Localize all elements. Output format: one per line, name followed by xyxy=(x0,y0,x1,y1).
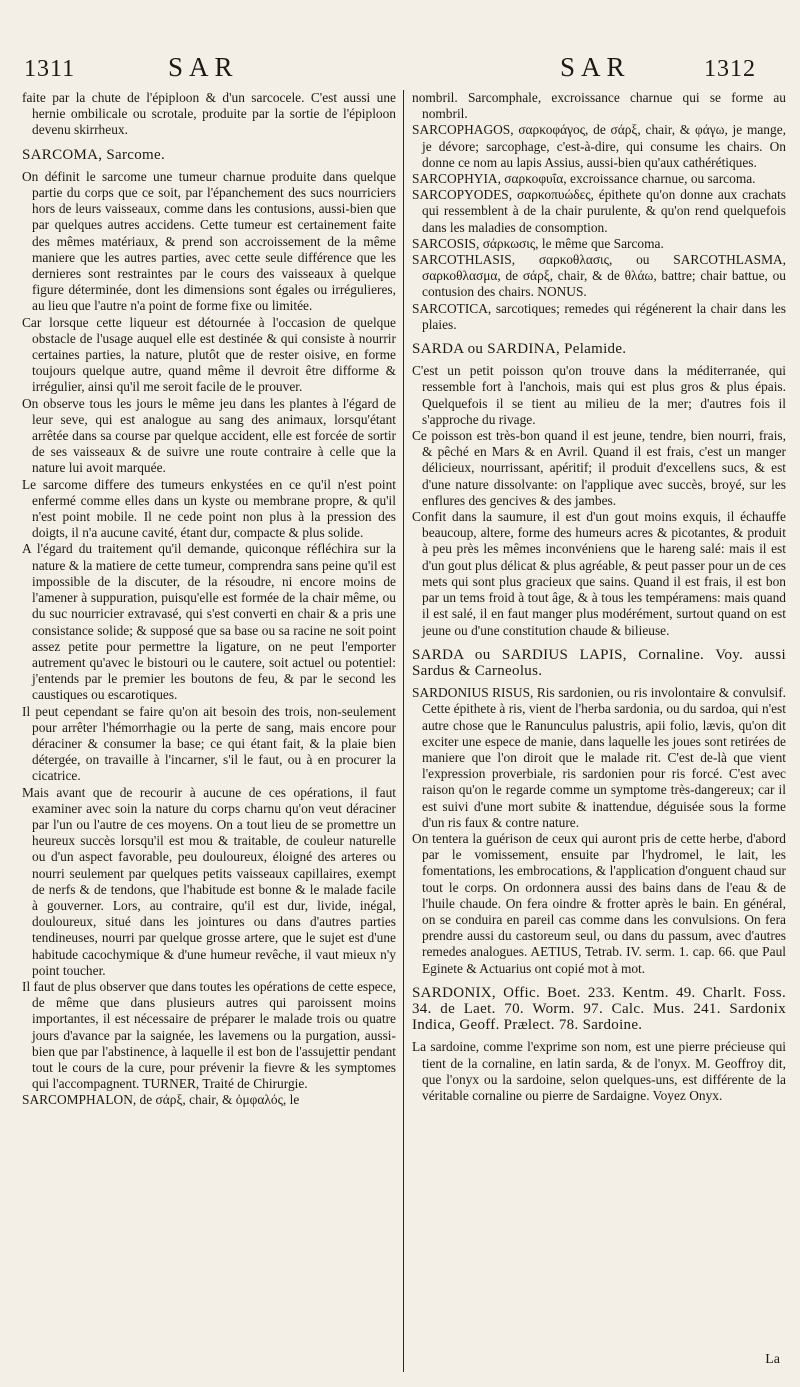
section-heading: SARDONIX, Offic. Boet. 233. Kentm. 49. Charlt. Foss. 34. de Laet. 70. Worm. 97. Calc. Mus. 241. Sardonix Indica, Geoff. Prælect. 78. Sardoine. xyxy=(412,984,786,1034)
section-heading: SARDA ou SARDIUS LAPIS, Cornaline. Voy. aussi Sardus & Carneolus. xyxy=(412,646,786,679)
paragraph: Il faut de plus observer que dans toutes les opérations de cette espece, de même que dans plusieurs autres qui paroissent moins importantes, il est nécessaire de préparer le malade trois ou quatre jours d'avance par la saignée, les lavemens ou la purgation, aussi-bien que par l'abstinence, à laquelle il est bon de l'assujettir pendant tout le cours de la cure, pour prévenir la fievre & les symptomes qui l'accompagnent. TURNER, Traité de Chirurgie. xyxy=(22,978,396,1092)
dictionary-entry: SARCOPHYIA, σαρκοφυΐα, excroissance charnue, ou sarcoma. xyxy=(412,171,756,187)
paragraph: Car lorsque cette liqueur est détournée à l'occasion de quelque obstacle de l'usage auquel elle est destinée & qui consiste à nourrir certaines parties, la nature, plutôt que de rester oisive, en forme toujours quelque autre, quand même il devroit être difforme & irrégulier, ainsi qu'il me seroit facile de le prouver. xyxy=(22,314,396,395)
dictionary-entry: SARCOTHLASIS, σαρκοθλασις, ou SARCOTHLASMA, σαρκοθλασμα, de σάρξ, chair, & de θλάω, battre; chair battue, ou contusion des chairs. NONUS. xyxy=(412,252,786,300)
paragraph: On définit le sarcome une tumeur charnue produite dans quelque partie du corps que ce soit, par l'épanchement des sucs nourriciers hors de leurs vaisseaux, comme dans les contusions, aussi-bien que par quelques autres accidens. Cette tumeur est certainement faite des mêmes matériaux, & prend son accroissement de la même maniere que les autres parties, avec cette seule différence que les dernieres sont restraintes par le cours des vaisseaux à quelque figure déterminée, dont les dimensions sont égales ou irrégulieres, au lieu que l'autre n'a point de forme fixe ou limitée. xyxy=(22,168,396,314)
paragraph: Confit dans la saumure, il est d'un gout moins exquis, il échauffe beaucoup, altere, forme des humeurs acres & picotantes, & produit à peu près les mêmes inconvéniens que le hareng salé: mais il est d'un gout plus délicat & plus agréable, & peut passer pour un de ces mets qui sont plus gracieux que sains. Quand il est frais, il est bon par un tems froid à tout âge, & à tous les tempéramens: mais quand il est salé, il en faut manger plus modérément, surtout quand on est jeune ou d'une constitution chaude & bilieuse. xyxy=(412,509,786,638)
section-heading: SARCOMA, Sarcome. xyxy=(22,146,166,163)
paragraph: On observe tous les jours le même jeu dans les plantes à l'égard de leur seve, qui est analogue au sang des animaux, lorsqu'étant arrêtée dans sa course par quelque accident, elle est forcée de sortir de ses vaisseaux & de suivre une route contraire à celle que la nature lui avoit marquée. xyxy=(22,395,396,476)
page-number-right: 1312 xyxy=(704,56,756,82)
paragraph: Le sarcome differe des tumeurs enkystées en ce qu'il n'est point enfermé comme elles dans un kyste ou membrane propre, & qu'il n'est point mobile. Il ne cede point non plus à la pression des doigts, il n'a aucune cavité, étant dur, compacte & plus solide. xyxy=(22,476,396,541)
dictionary-entry: SARDONIUS RISUS, Ris sardonien, ou ris involontaire & convulsif. Cette épithete à ris, vient de l'herba sardonia, ou du sardoa, qui n'est autre chose que le Ranunculus palustris, apii folio, lævis, qu'on dit exciter une espece de manie, dans laquelle les joues sont retirées de maniere que l'on diroit que le malade rit. C'est de-là que vient l'expression proverbiale, ris sardonien pour ris forcé. C'est avec raison qu'on le regarde comme un symptome très-dangereux; car il est suivi d'une mort subite & inattendue, déguisée sous la forme d'un ris faux & contre nature. xyxy=(412,685,786,830)
catchword: La xyxy=(765,1352,780,1367)
paragraph: Il peut cependant se faire qu'on ait besoin des trois, non-seulement pour arrêter l'hémorrhagie ou la perte de sang, mais encore pour déraciner & consumer la base; ce qui étant fait, & la plaie bien détergée, on travaille à l'incarner, s'il le faut, ou à en procurer la cicatrice. xyxy=(22,703,396,784)
paragraph: faite par la chute de l'épiploon & d'un sarcocele. C'est aussi une hernie ombilicale ou scrotale, produite par la sortie de l'épiploon devenu skirrheux. xyxy=(22,90,396,138)
running-header xyxy=(0,52,800,86)
paragraph: nombril. Sarcomphale, excroissance charnue qui se forme au nombril. xyxy=(412,90,786,122)
right-column xyxy=(412,90,786,1380)
paragraph: La sardoine, comme l'exprime son nom, est une pierre précieuse qui tient de la cornaline, en latin sarda, & de l'onyx. M. Geoffroy dit, que l'onyx ou la sardoine, selon quelques-uns, est différente de la véritable cornaline ou pierre de Sardaigne. Voyez Onyx. xyxy=(412,1039,786,1103)
running-title-right: SAR xyxy=(560,52,631,82)
column-divider xyxy=(403,90,404,1372)
page-number-left: 1311 xyxy=(24,56,76,82)
dictionary-entry: SARCOSIS, σάρκωσις, le même que Sarcoma. xyxy=(412,235,664,251)
paragraph: On tentera la guérison de ceux qui auront pris de cette herbe, d'abord par le vomissement, ensuite par l'hydromel, le lait, les fomentations, les embrocations, & l'application d'onguent chaud sur tout le corps. On ordonnera aussi des bains dans de l'eau & de l'huile chaude. On fera oindre & frotter après le bain. En général, on se conduira en pareil cas comme dans les convulsions. On fera prendre aussi du castoreum seul, ou dans du passum, avec d'autres remedes analogues. AETIUS, Tetrab. IV. serm. 1. cap. 66. que Paul Eginete & Actuarius ont copié mot à mot. xyxy=(412,830,786,976)
left-column xyxy=(22,90,396,1380)
running-title-left: SAR xyxy=(168,52,239,82)
dictionary-entry: SARCOMPHALON, de σάρξ, chair, & ὀμφαλός, le xyxy=(22,1092,300,1108)
section-heading: SARDA ou SARDINA, Pelamide. xyxy=(412,341,627,358)
paragraph: C'est un petit poisson qu'on trouve dans la méditerranée, qui ressemble fort à l'anchois, mais qui est plus gros & plus épais. Quelquefois il se tient au milieu de la mer; d'autres fois il s'approche du rivage. xyxy=(412,363,786,427)
dictionary-entry: SARCOPYODES, σαρκοπυώδες, épithete qu'on donne aux crachats qui ressemblent à de la chair purulente, & qu'on rend quelquefois dans les maladies de consomption. xyxy=(412,187,786,235)
paragraph: Mais avant que de recourir à aucune de ces opérations, il faut examiner avec soin la nature du corps charnu qu'on veut déraciner par l'un ou l'autre de ces moyens. On a tout lieu de se promettre un heureux succès lorsqu'il est mou & traitable, de couleur naturelle ou d'un aspect favorable, peu douloureux, éloigné des arteres ou nourri seulement par quelques petits vaisseaux capillaires, exempt de nerfs & de tendons, que l'habitude est bonne & le malade facile à gouverner. Lors, au contraire, qu'il est dur, livide, inégal, douloureux, situé dans les jointures ou dans d'autres parties tendineuses, nourri par quelque grosse artere, que le sujet est d'une habitude cacochymique & d'une humeur revêche, il vaut mieux n'y point toucher. xyxy=(22,784,396,978)
paragraph: A l'égard du traitement qu'il demande, quiconque réfléchira sur la nature & la matiere de cette tumeur, comprendra sans peine qu'il est impossible de la discuter, de la résoudre, ni encore moins de l'amener à suppuration, puisqu'elle est formée de la chair même, ou du suc nourricier extravasé, qui s'est converti en chair & a pris une consistance solide; & supposé que sa base ou sa racine ne soit point assez petite pour permettre la ligature, on ne peut l'emporter autrement qu'avec le bistouri ou le cautere, soit actuel ou potentiel: j'entends par le premier les boutons de feu, & par le second les caustiques ou escarotiques. xyxy=(22,541,396,703)
paragraph: Ce poisson est très-bon quand il est jeune, tendre, bien nourri, frais, & pêché en Mars & en Avril. Quand il est frais, c'est un manger délicieux, nourrissant, apéritif; il produit d'excellens sucs, & est d'une nature dissolvante: on l'applique avec succès, broyé, sur les enflures des gencives & des jambes. xyxy=(412,428,786,508)
dictionary-entry: SARCOTICA, sarcotiques; remedes qui régénerent la chair dans les plaies. xyxy=(412,300,786,332)
dictionary-entry: SARCOPHAGOS, σαρκοφάγος, de σάρξ, chair, & φάγω, je mange, je dévore; sarcophage, c'est-à-dire, qui consume les chairs. On donne ce nom au lapis Assius, aussi-bien qu'aux cathérétiques. xyxy=(412,122,786,170)
